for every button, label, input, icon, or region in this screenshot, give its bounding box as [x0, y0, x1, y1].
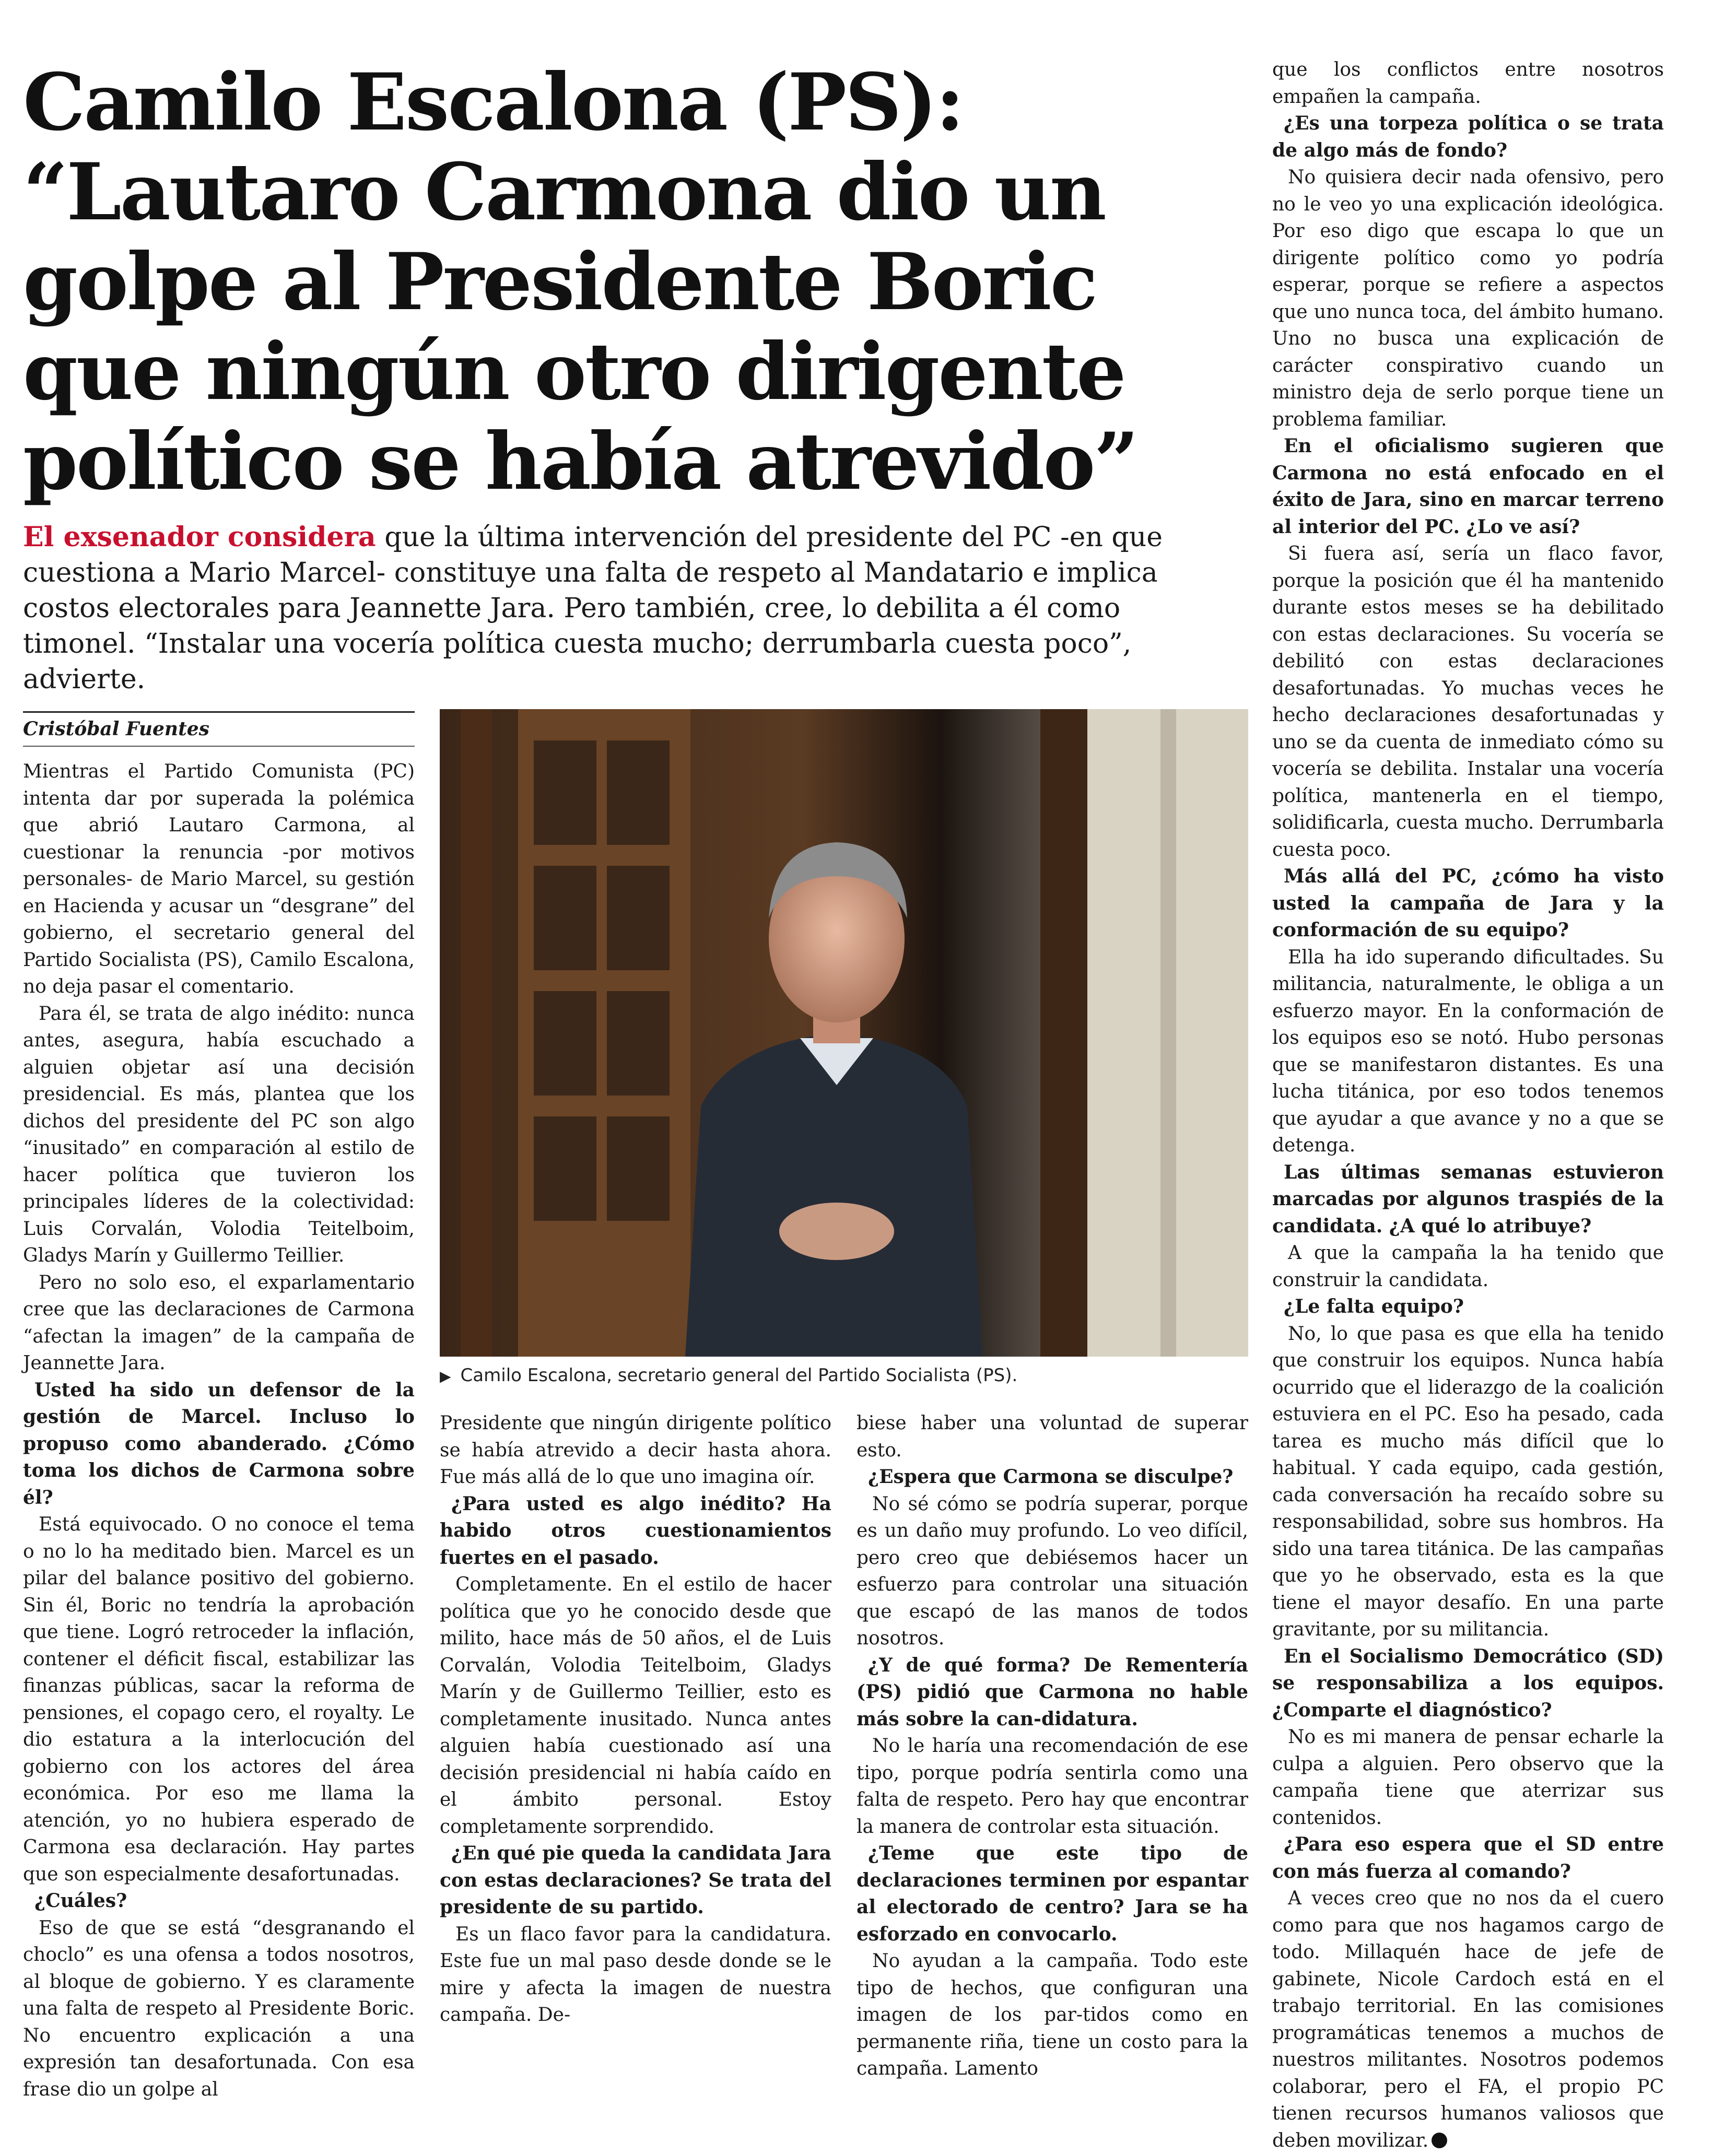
byline: Cristóbal Fuentes [23, 718, 209, 740]
lead-highlight: El exsenador considera [23, 521, 376, 553]
body-paragraph: que los conflictos entre nosotros empañen la campaña. [1272, 59, 1664, 108]
body-paragraph: Es un flaco favor para la candidatura. Este fue un mal paso desde donde se le mire y afecta la imagen de nuestra campaña. De- [440, 1923, 831, 2026]
body-paragraph: No ayudan a la campaña. Todo este tipo de hechos, que configuran una imagen de los par-tidos como en permanente riña, tiene un costo para la campaña. Lamento [857, 1950, 1248, 2079]
headline-line: que ningún otro dirigente [23, 326, 1125, 418]
body-paragraph: No es mi manera de pensar echarle la culpa a alguien. Pero observo que la campaña tiene que aterrizar sus contenidos. [1272, 1726, 1664, 1829]
interview-question: Más allá del PC, ¿cómo ha visto usted la campaña de Jara y la conformación de su equipo? [1272, 865, 1664, 941]
interview-question: ¿Para usted es algo inédito? Ha habido otros cuestionamientos fuertes en el pasado. [440, 1492, 831, 1569]
body-paragraph: biese haber una voluntad de superar esto. [857, 1413, 1248, 1461]
body-paragraph: Eso de que se está “desgranando el choclo” es una ofensa a todos nosotros, al bloque de gobierno. Y es claramente una falta de respeto al Presidente Boric. No encuentro explicación a una expresión tan desafortunada. Con esa frase dio un golpe al [23, 1917, 415, 2100]
body-paragraph: Si fuera así, sería un flaco favor, porque la posición que él ha mantenido durante estos meses se ha debilitado con estas declaraciones. Su vocería se debilitó con estas declaraciones desafortunadas. Yo muchas veces he hecho declaraciones desafortunadas y uno se da cuenta de inmediato cómo su vocería se debilita. Instalar una vocería política, mantenerla en el tiempo, solidificarla, cuesta mucho. Derrumbarla cuesta poco. [1272, 543, 1664, 861]
photo-illustration [440, 709, 1248, 1357]
headline-line: “Lautaro Carmona dio un [23, 146, 1105, 238]
interview-question: Usted ha sido un defensor de la gestión de Marcel. Incluso lo propuso como abanderado. ¿Cómo toma los dichos de Carmona sobre él? [23, 1379, 415, 1509]
headline-line: golpe al Presidente Boric [23, 236, 1097, 328]
body-paragraph: Ella ha ido superando dificultades. Su militancia, naturalmente, le obliga a un esfuerzo mayor. En la conformación de los equipos eso se notó. Hubo personas que se manifestaron distantes. Es una lucha titánica, por eso todos tenemos que ayudar a que avance y no a que se detenga. [1272, 946, 1664, 1156]
article-column-1 [23, 758, 415, 2100]
end-mark-icon [1432, 2133, 1447, 2148]
interview-question: ¿Le falta equipo? [1284, 1296, 1464, 1317]
body-paragraph: A veces creo que no nos da el cuero como para que nos hagamos cargo de todo. Millaquén hace de jefe de gabinete, Nicole Cardoch está en el trabajo territorial. En las comisiones programáticas tenemos a muchos de nuestros militantes. Nosotros podemos colaborar, pero el FA, el propio PC tienen recursos humanos valiosos que deben movilizar. [1272, 1888, 1664, 2151]
body-paragraph: Para él, se trata de algo inédito: nunca antes, asegura, había escuchado a alguien objetar así una decisión presidencial. Es más, plantea que los dichos del presidente del PC son algo “inusitado” en comparación al estilo de hacer política que tuvieron los principales líderes de la colectividad: Luis Corvalán, Volodia Teitelboim, Gladys Marín y Guillermo Teillier. [23, 1003, 415, 1266]
interview-question: En el Socialismo Democrático (SD) se responsabiliza a los equipos. ¿Comparte el diagnóstico? [1272, 1645, 1664, 1721]
body-paragraph: No le haría una recomendación de ese tipo, porque podría sentirla como una falta de respeto. Pero hay que encontrar la manera de controlar esta situación. [857, 1735, 1248, 1838]
body-paragraph: No quisiera decir nada ofensivo, pero no le veo yo una explicación ideológica. Por eso digo que escapa lo que un dirigente político como yo podría esperar, porque se refiere a aspectos que uno nunca toca, del ámbito humano. Uno no busca una explicación de carácter conspirativo cuando un ministro deja de serlo porque tiene un problema familiar. [1272, 167, 1664, 430]
body-paragraph: Pero no solo eso, el exparlamentario cree que las declaraciones de Carmona “afectan la imagen” de la campaña de Jeannette Jara. [23, 1272, 415, 1374]
headline [23, 57, 1240, 507]
lead-text: que la última intervención del presidente del PC -en que cuestiona a Mario Marcel- constituye una falta de respeto al Mandatario e implica costos electorales para Jeannette Jara. Pero también, cree, lo debilita a él como timonel. “Instalar una vocería política cuesta mucho; derrumbarla cuesta poco”, advierte. [23, 522, 1163, 695]
caption-text: Camilo Escalona, secretario general del Partido Socialista (PS). [460, 1365, 1018, 1386]
headline-line: Camilo Escalona (PS): [23, 56, 963, 148]
headline-line: político se había atrevido” [23, 416, 1137, 508]
article-column-4 [1272, 56, 1664, 2151]
byline-rule-bottom [23, 746, 415, 747]
caption-triangle-icon: ▶ [440, 1368, 451, 1385]
body-paragraph: No sé cómo se podría superar, porque es un daño muy profundo. Lo veo difícil, pero creo que debiésemos hacer un esfuerzo para controlar una situación que escapó de las manos de todos nosotros. [857, 1493, 1248, 1649]
article-column-3 [857, 1410, 1248, 2079]
body-paragraph: Completamente. En el estilo de hacer política que yo he conocido desde que milito, hace más de 50 años, el de Luis Corvalán, Volodia Teitelboim, Gladys Marín y de Guillermo Teillier, esto es completamente inusitado. Nunca antes alguien había cuestionado así una decisión presidencial ni había caído en el ámbito personal. Estoy completamente sorprendido. [440, 1574, 831, 1838]
interview-question: ¿Cuáles? [34, 1890, 127, 1912]
interview-question: ¿Teme que este tipo de declaraciones terminen por espantar al electorado de centro? Jara se ha esforzado en convocarlo. [857, 1842, 1248, 1945]
interview-question: ¿En qué pie queda la candidata Jara con estas declaraciones? Se trata del presidente de su partido. [440, 1842, 831, 1918]
interview-question: ¿Y de qué forma? De Rementería (PS) pidió que Carmona no hable más sobre la can-didatura. [857, 1654, 1248, 1730]
interview-question: ¿Espera que Carmona se disculpe? [868, 1466, 1234, 1488]
interview-question: Las últimas semanas estuvieron marcadas por algunos traspiés de la candidata. ¿A qué lo atribuye? [1272, 1161, 1664, 1237]
body-paragraph: Presidente que ningún dirigente político se había atrevido a decir hasta ahora. Fue más allá de lo que uno imagina oír. [440, 1413, 831, 1488]
body-paragraph: Está equivocado. O no conoce el tema o no lo ha meditado bien. Marcel es un pilar del balance positivo del gobierno. Sin él, Boric no tendría la aprobación que tiene. Logró retroceder la inflación, contener el déficit fiscal, estabilizar las finanzas públicas, sacar la reforma de pensiones, el copago cero, el royalty. Le dio estatura a la interlocución del gobierno con los actores del área económica. Por eso me llama la atención, yo no hubiera esperado de Carmona esa declaración. Hay partes que son especialmente desafortunadas. [23, 1514, 415, 1885]
body-paragraph: No, lo que pasa es que ella ha tenido que construir los equipos. Nunca había ocurrido que el liderazgo de la coalición estuviera en el PC. Eso ha pesado, cada tarea es mucho más difícil que lo habitual. Y cada equipo, cada gestión, cada conversación ha recaído sobre su responsabilidad, sobre sus hombros. Ha sido una tarea titánica. De las campañas que yo he observado, esta es la que tiene el mayor desafío. En una parte gravitante, por su militancia. [1272, 1323, 1664, 1640]
article-photo [440, 709, 1248, 1357]
article-column-2 [440, 1410, 831, 2026]
interview-question: ¿Es una torpeza política o se trata de algo más de fondo? [1272, 112, 1664, 161]
lead-paragraph [23, 520, 1229, 697]
interview-question: En el oficialismo sugieren que Carmona no está enfocado en el éxito de Jara, sino en marcar terreno al interior del PC. ¿Lo ve así? [1272, 435, 1664, 538]
body-paragraph: Mientras el Partido Comunista (PC) intenta dar por superada la polémica que abrió Lautaro Carmona, al cuestionar la renuncia -por motivos personales- de Mario Marcel, su gestión en Hacienda y acusar un “desgrane” del gobierno, el secretario general del Partido Socialista (PS), Camilo Escalona, no deja pasar el comentario. [23, 761, 415, 997]
body-paragraph: A que la campaña la ha tenido que construir la candidata. [1272, 1242, 1664, 1291]
byline-rule [23, 711, 415, 713]
photo-caption [440, 1363, 1248, 1389]
interview-question: ¿Para eso espera que el SD entre con más fuerza al comando? [1272, 1833, 1664, 1882]
